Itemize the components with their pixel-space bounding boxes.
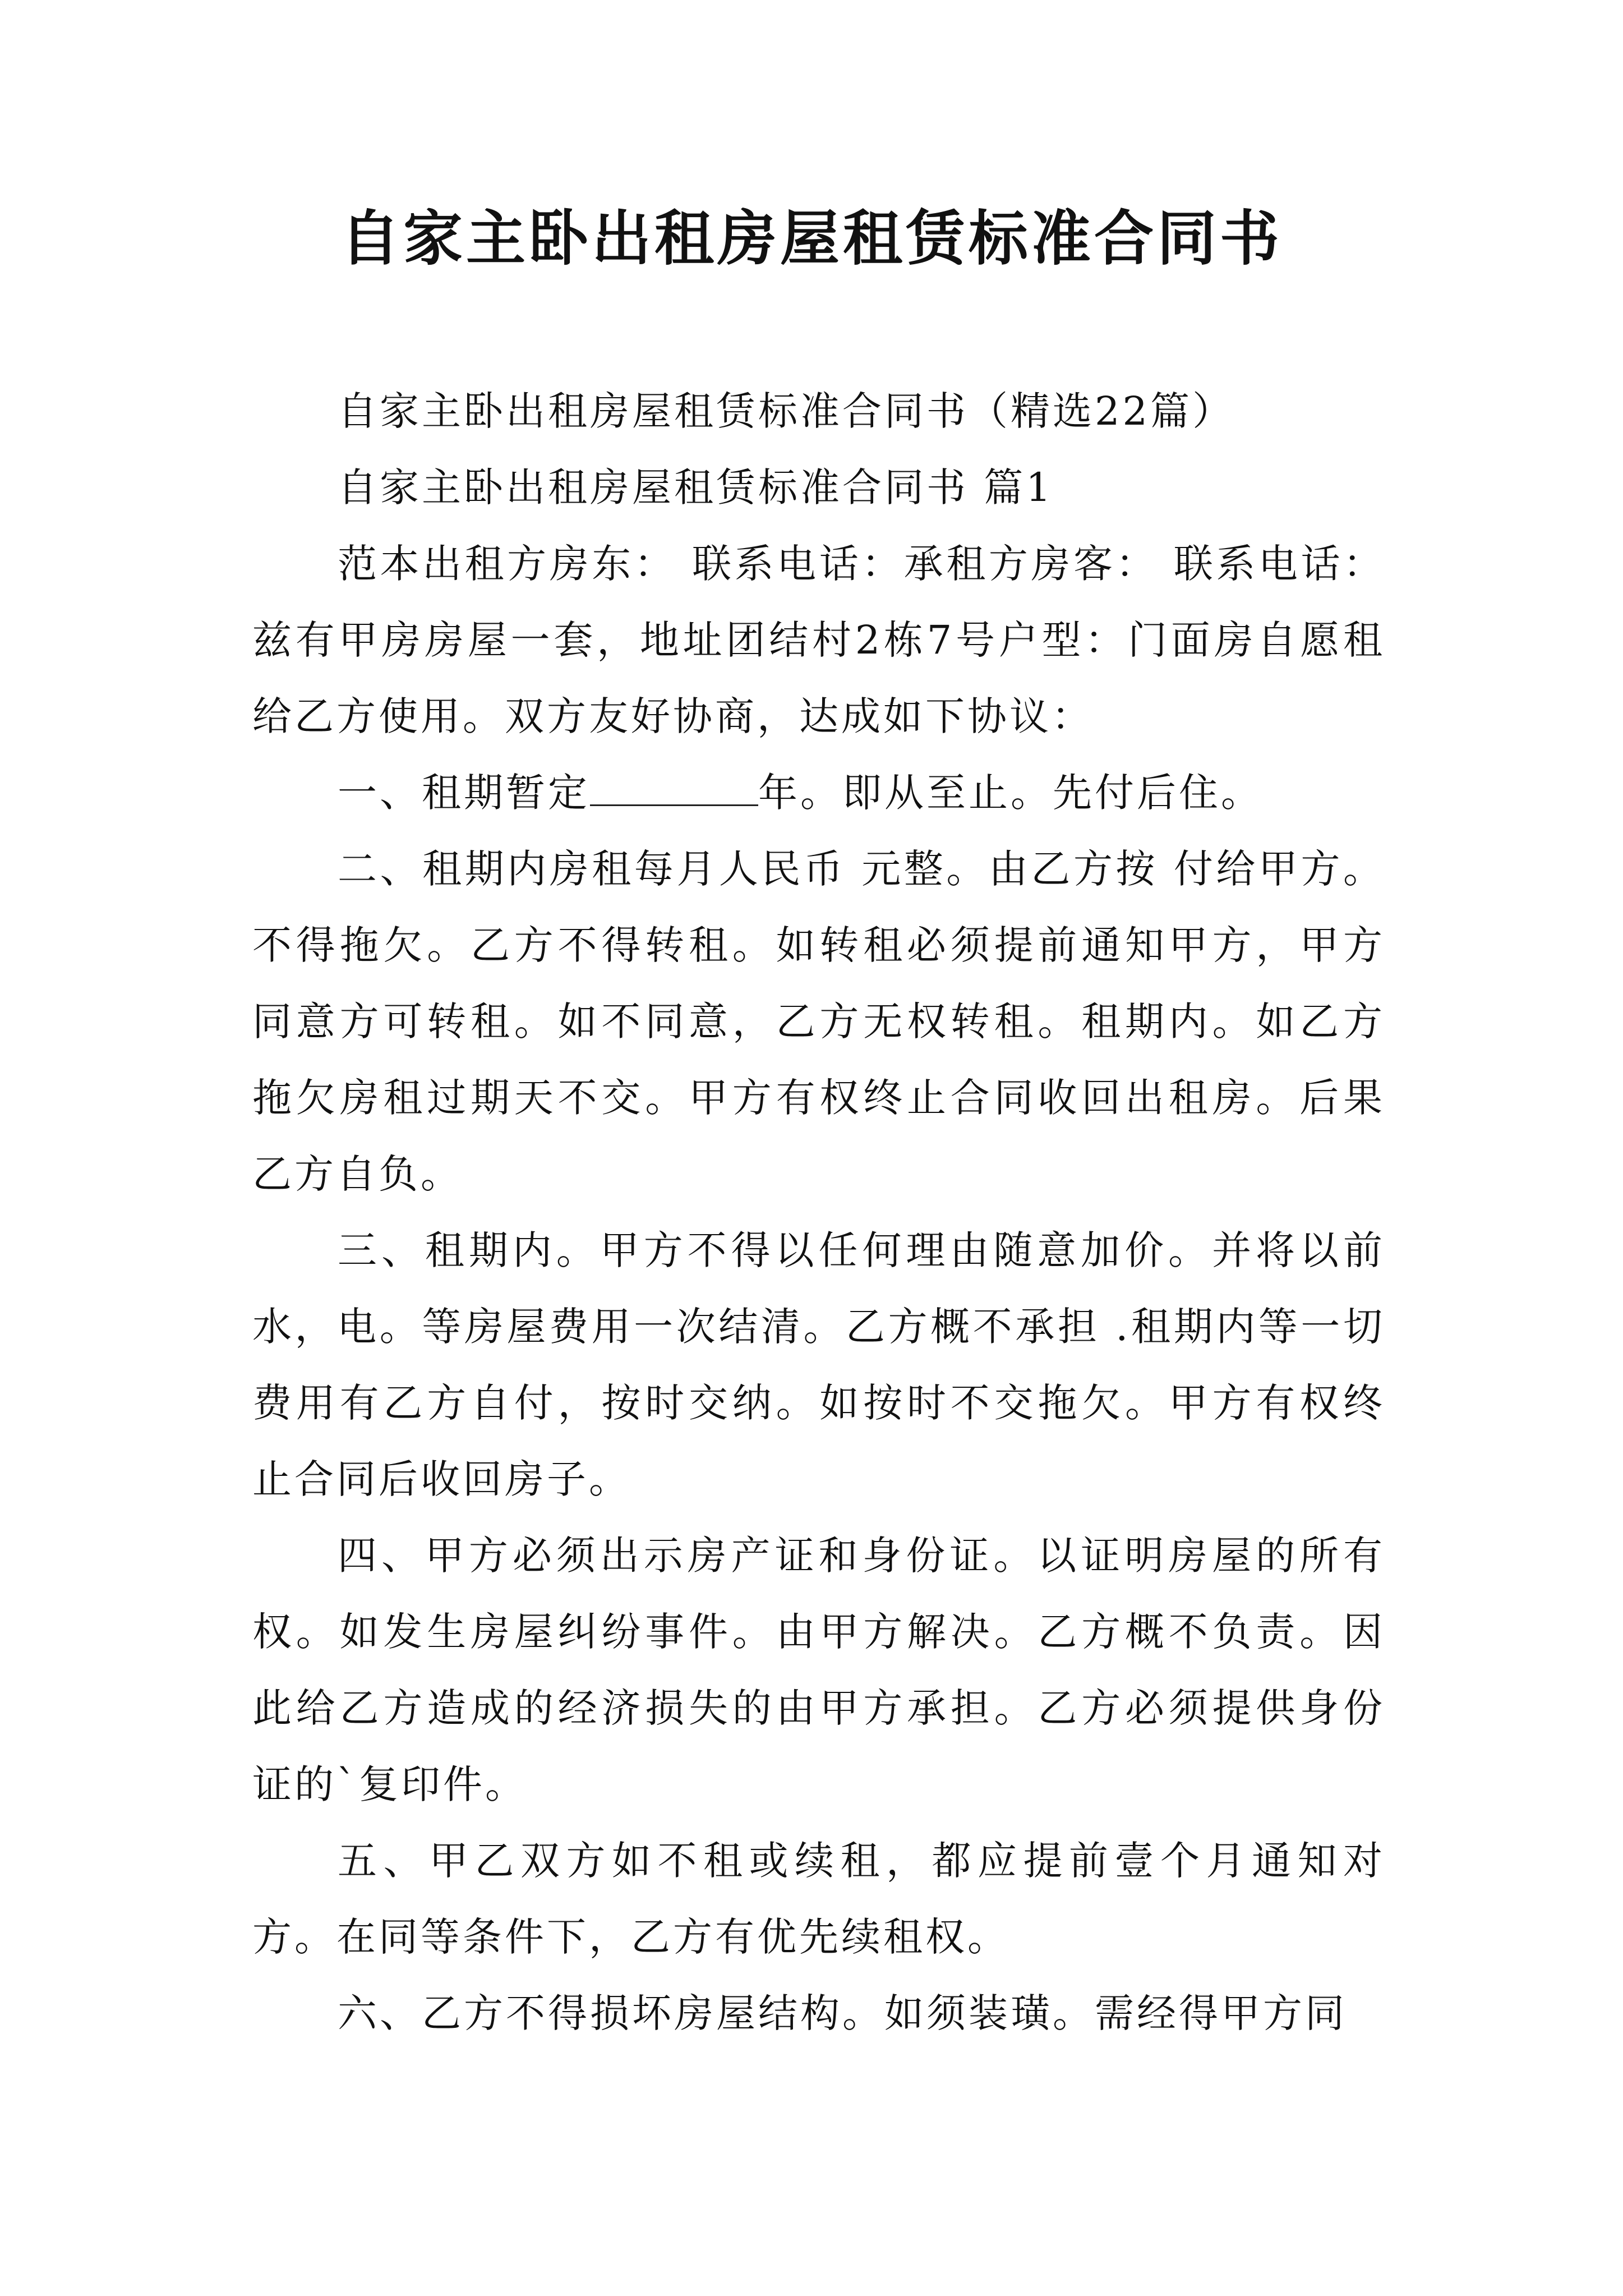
document-body <box>252 373 1385 2051</box>
clause-3: 三、租期内。甲方不得以任何理由随意加价。并将以前水，电。等房屋费用一次结清。乙方概不承担 .租期内等一切费用有乙方自付，按时交纳。如按时不交拖欠。甲方有权终止合同后收回房子。 <box>252 1227 1385 1502</box>
section-heading: 自家主卧出租房屋租赁标准合同书 篇1 <box>338 464 1054 510</box>
clause-4: 四、甲方必须出示房产证和身份证。以证明房屋的所有权。如发生房屋纠纷事件。由甲方解决。乙方概不负责。因此给乙方造成的经济损失的由甲方承担。乙方必须提供身份证的`复印件。 <box>252 1533 1385 1807</box>
document-title: 自家主卧出租房屋租赁标准合同书 <box>340 203 1283 273</box>
fill-in-blank <box>590 771 758 806</box>
clause-6: 六、乙方不得损坏房屋结构。如须装璜。需经得甲方同 <box>338 1990 1347 2036</box>
document-subtitle: 自家主卧出租房屋租赁标准合同书（精选22篇） <box>338 388 1235 434</box>
intro-paragraph: 范本出租方房东： 联系电话：承租方房客： 联系电话：兹有甲房房屋一套，地址团结村2栋7号户型：门面房自愿租给乙方使用。双方友好协商，达成如下协议： <box>252 541 1385 739</box>
clause-2: 二、租期内房租每月人民币 元整。由乙方按 付给甲方。不得拖欠。乙方不得转租。如转租必须提前通知甲方，甲方同意方可转租。如不同意，乙方无权转租。租期内。如乙方拖欠房租过期天不交。甲方有权终止合同收回出租房。后果乙方自负。 <box>252 846 1385 1197</box>
clause-1-suffix: 年。即从至止。先付后住。 <box>758 770 1263 816</box>
clause-1-prefix: 一、租期暂定 <box>338 770 590 816</box>
clause-1 <box>252 754 1385 831</box>
clause-5: 五、甲乙双方如不租或续租，都应提前壹个月通知对方。在同等条件下，乙方有优先续租权。 <box>252 1838 1385 1960</box>
